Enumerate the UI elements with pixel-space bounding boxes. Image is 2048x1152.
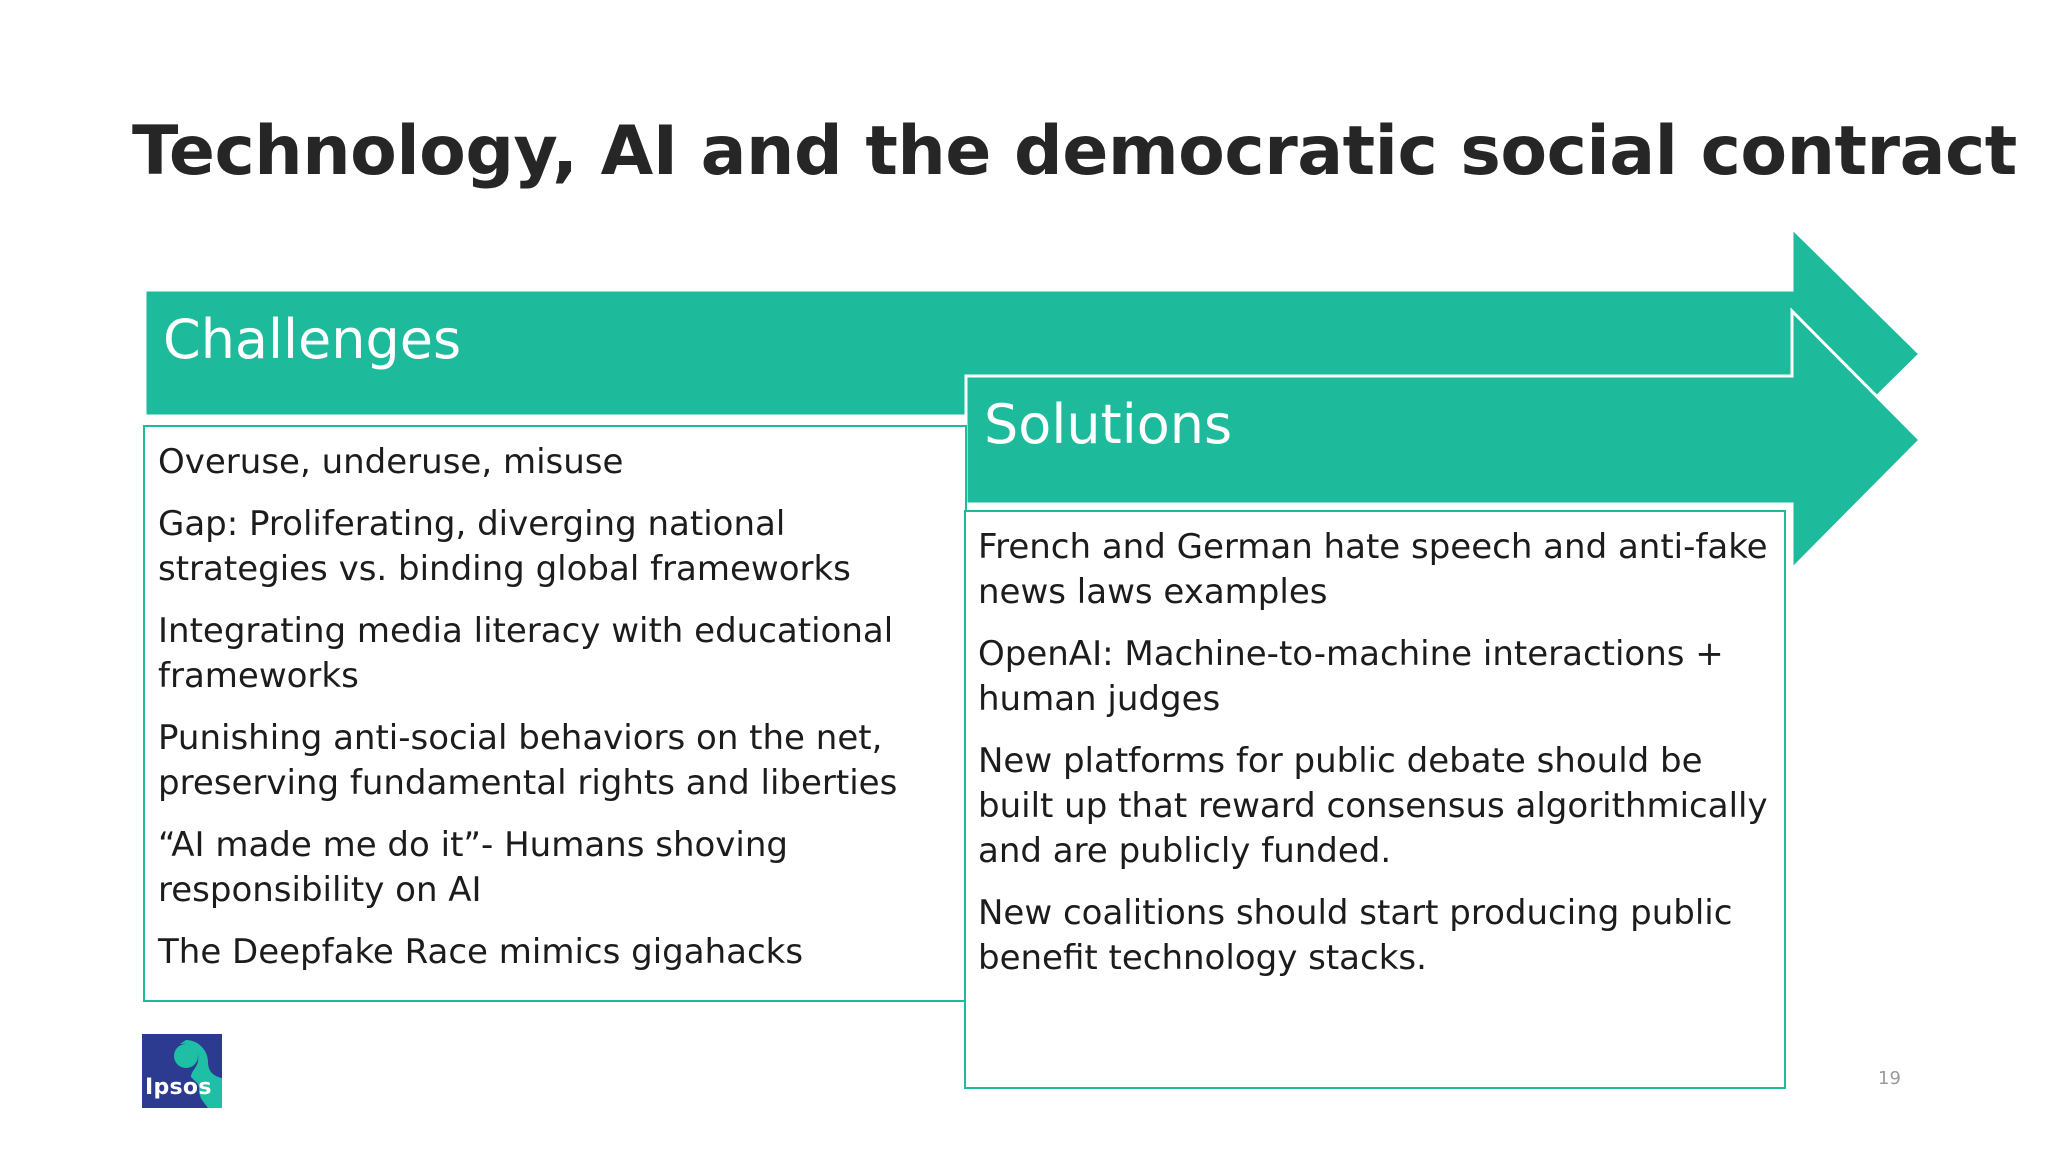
challenge-item: Overuse, underuse, misuse bbox=[158, 442, 624, 482]
challenge-item: Integrating media literacy with educational frameworks bbox=[158, 611, 894, 696]
solutions-list bbox=[978, 525, 1772, 981]
slide-title: Technology, AI and the democratic social contract bbox=[132, 112, 2017, 191]
challenges-list bbox=[158, 440, 953, 975]
challenge-item: Gap: Proliferating, diverging national strategies vs. binding global frameworks bbox=[158, 504, 851, 589]
ipsos-logo-text: Ipsos bbox=[145, 1075, 212, 1100]
solution-item: New coalitions should start producing public benefit technology stacks. bbox=[978, 893, 1733, 978]
solutions-box bbox=[964, 510, 1786, 1089]
page-number: 19 bbox=[1878, 1068, 1901, 1089]
challenge-item: “AI made me do it”- Humans shoving responsibility on AI bbox=[158, 825, 788, 910]
challenge-item: Punishing anti-social behaviors on the net, preserving fundamental rights and liberties bbox=[158, 718, 898, 803]
solutions-heading: Solutions bbox=[984, 393, 1233, 456]
challenges-heading: Challenges bbox=[163, 308, 462, 371]
solution-item: New platforms for public debate should be built up that reward consensus algorithmically and are publicly funded. bbox=[978, 741, 1768, 871]
challenges-box bbox=[143, 425, 967, 1002]
solution-item: French and German hate speech and anti-fake news laws examples bbox=[978, 527, 1768, 612]
challenge-item: The Deepfake Race mimics gigahacks bbox=[158, 932, 804, 972]
solution-item: OpenAI: Machine-to-machine interactions + human judges bbox=[978, 634, 1724, 719]
